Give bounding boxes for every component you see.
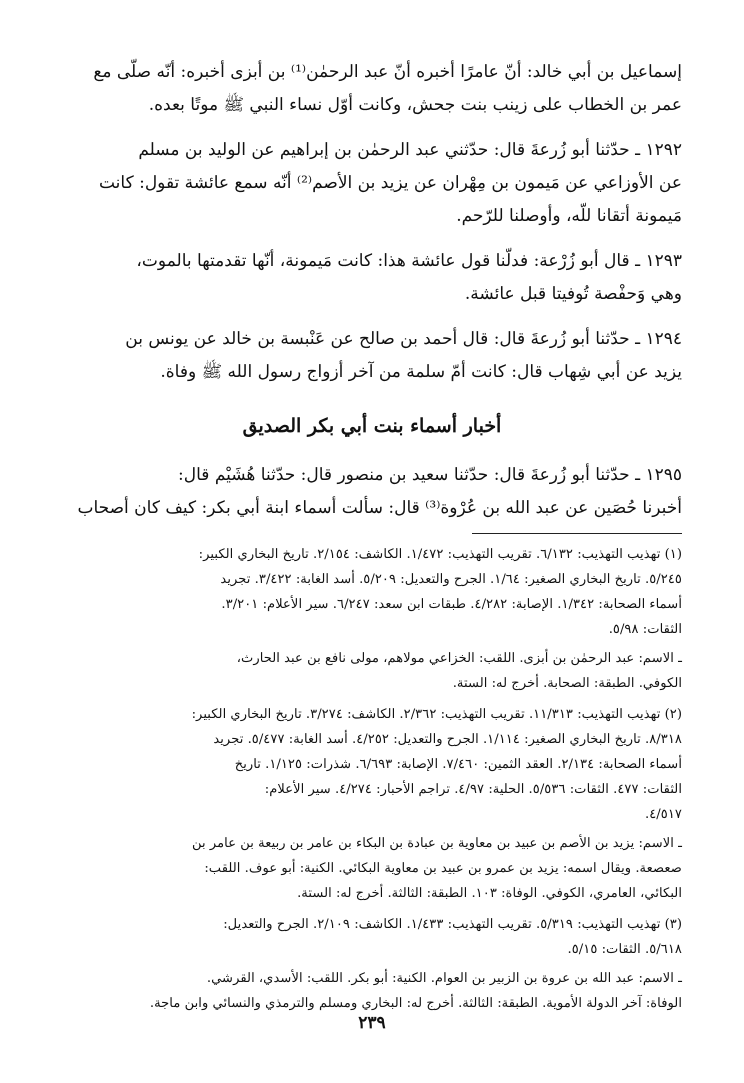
paragraph-1293 [62, 245, 682, 311]
paragraph-1 [62, 56, 682, 122]
footnote-1 [62, 542, 682, 696]
bio-line: ـ الاسم: عبد الرحمٰن بن أبزى. اللقب: الخزاعي مولاهم، مولى نافع بن عبد الحارث، [236, 651, 682, 666]
bio-line: الوفاة: آخر الدولة الأموية. الطبقة: الثالثة. أخرج له: البخاري ومسلم والترمذي والنسائي وابن ماجة. [149, 996, 682, 1011]
footnote-line: أسماء الصحابة: ٢/١٣٤. العقد الثمين: ٧/٤٦٠. الإصابة: ٦/٦٩٣. شذرات: ١/١٢٥. تاريخ [234, 757, 682, 772]
bio-line: الكوفي. الطبقة: الصحابة. أخرج له: الستة. [452, 676, 682, 691]
paragraph-1294 [62, 323, 682, 389]
text-line: يزيد عن أبي شِهاب قال: كانت أمّ سلمة من آخر أزواج رسول الله ﷺ وفاة. [160, 362, 682, 382]
text-line: ١٢٩٢ ـ حدّثنا أبو زُرعةَ قال: حدّثني عبد الرحمٰن بن إبراهيم عن الوليد بن مسلم [138, 140, 682, 160]
text-line: أخبرنا حُصَين عن عبد الله بن عُرْوة⁽³⁾ قال: سألت أسماء ابنة أبي بكر: كيف كان أصحاب [77, 498, 682, 518]
text-line: إسماعيل بن أبي خالد: أنّ عامرًا أخبره أنّ عبد الرحمٰن⁽¹⁾ بن أبزى أخبره: أنّه صلّى مع [93, 62, 682, 82]
footnote-bio [62, 831, 682, 906]
text-line: مَيمونة أتقانا للّه، وأوصلنا للرّحم. [456, 206, 682, 226]
footnote-line: أسماء الصحابة: ١/٣٤٢. الإصابة: ٤/٢٨٢. طبقات ابن سعد: ٦/٢٤٧. سير الأعلام: ٣/٢٠١. [221, 597, 682, 612]
footnote-line: ٨/٣١٨. تاريخ البخاري الصغير: ١/١١٤. الجرح والتعديل: ٤/٢٥٢. أسد الغابة: ٥/٤٧٧. تجريد [213, 732, 682, 747]
footnote-3 [62, 912, 682, 1016]
footnote-line: (٢) تهذيب التهذيب: ١١/٣١٣. تقريب التهذيب: ٢/٣٦٢. الكاشف: ٣/٢٧٤. تاريخ البخاري الكبير: [191, 707, 682, 722]
footnotes [62, 542, 682, 1016]
bio-line: صعصعة. ويقال اسمه: يزيد بن عمرو بن عبيد بن معاوية البكائي. الكنية: أبو عوف. اللقب: [204, 861, 682, 876]
footnote-line: (١) تهذيب التهذيب: ٦/١٣٢. تقريب التهذيب: ١/٤٧٢. الكاشف: ٢/١٥٤. تاريخ البخاري الكبير: [198, 547, 682, 562]
footnote-bio [62, 966, 682, 1016]
footnote-line: الثقات: ٤٧٧. الثقات: ٥/٥٣٦. الحلية: ٤/٩٧. تراجم الأحبار: ٤/٢٧٤. سير الأعلام: [264, 782, 682, 797]
footnote-2 [62, 702, 682, 906]
footnote-bio [62, 646, 682, 696]
bio-line: البكائي، العامري، الكوفي. الوفاة: ١٠٣. الطبقة: الثالثة. أخرج له: الستة. [297, 886, 682, 901]
text-line: عمر بن الخطاب على زينب بنت جحش، وكانت أوّل نساء النبي ﷺ موتًا بعده. [148, 95, 682, 115]
bio-line: ـ الاسم: عبد الله بن عروة بن الزبير بن العوام. الكنية: أبو بكر. اللقب: الأسدي، القرشي. [206, 971, 682, 986]
footnote-line: ٥/٦١٨. الثقات: ٥/١٥. [567, 942, 682, 957]
footnote-line: الثقات: ٥/٩٨. [608, 622, 682, 637]
text-line: ١٢٩٣ ـ قال أبو زُرْعة: فدلّنا قول عائشة هذا: كانت مَيمونة، أنّها تقدمتها بالموت، [136, 251, 682, 271]
text-line: وهي وَحفْصة تُوفيتا قبل عائشة. [464, 284, 682, 304]
section-heading: أخبار أسماء بنت أبي بكر الصديق [242, 415, 502, 437]
text-line: عن الأوزاعي عن مَيمون بن مِهْران عن يزيد بن الأصم⁽²⁾ أنّه سمع عائشة تقول: كانت [98, 173, 682, 193]
footnote-line: (٣) تهذيب التهذيب: ٥/٣١٩. تقريب التهذيب: ١/٤٣٣. الكاشف: ٢/١٠٩. الجرح والتعديل: [223, 917, 682, 932]
footnote-line: ٤/٥١٧. [645, 807, 682, 822]
page-number: ٢٣٩ [358, 1013, 386, 1033]
footnote-separator [472, 533, 682, 534]
paragraph-1292 [62, 134, 682, 233]
footnote-line: ٥/٢٤٥. تاريخ البخاري الصغير: ١/٦٤. الجرح والتعديل: ٥/٢٠٩. أسد الغابة: ٣/٤٢٢. تجريد [220, 572, 682, 587]
paragraph-1295 [62, 459, 682, 525]
text-line: ١٢٩٥ ـ حدّثنا أبو زُرعةَ قال: حدّثنا سعيد بن منصور قال: حدّثنا هُشَيْم قال: [178, 465, 682, 485]
main-text [62, 56, 682, 389]
bio-line: ـ الاسم: يزيد بن الأصم بن عبيد بن معاوية بن عبادة بن البكاء بن عامر بن ربيعة بن عامر بن [191, 836, 682, 851]
text-line: ١٢٩٤ ـ حدّثنا أبو زُرعةَ قال: قال أحمد بن صالح عن عَنْبسة بن خالد عن يونس بن [125, 329, 682, 349]
